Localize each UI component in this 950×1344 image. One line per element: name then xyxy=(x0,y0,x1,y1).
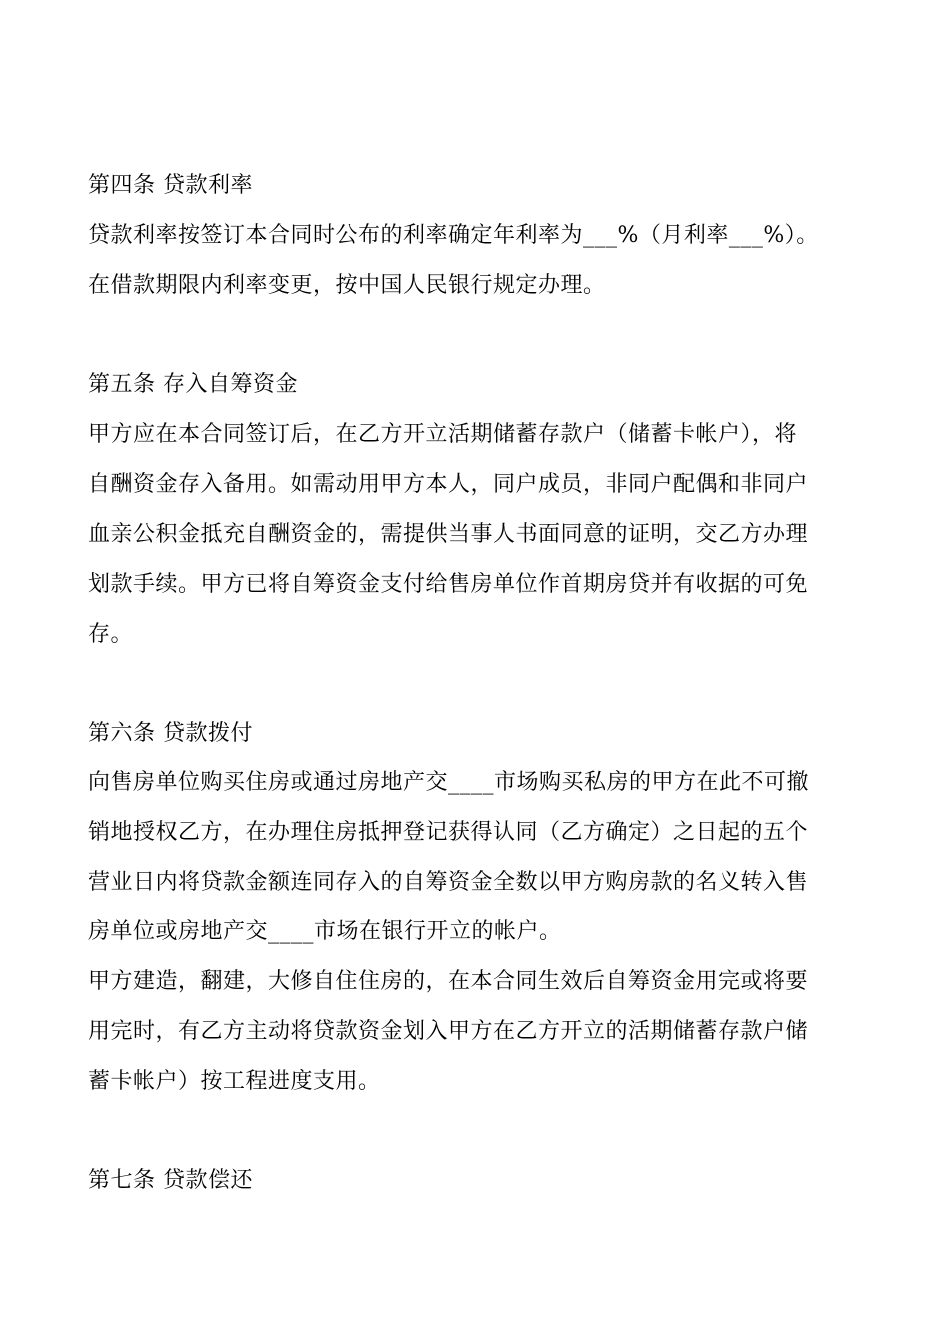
article-6-line-4: 房单位或房地产交____市场在银行开立的帐户。 xyxy=(88,919,562,944)
article-6-line-7: 蓄卡帐户）按工程进度支用。 xyxy=(88,1069,381,1094)
article-7-heading: 第七条 贷款偿还 xyxy=(88,1168,253,1193)
article-4-line-2: 在借款期限内利率变更，按中国人民银行规定办理。 xyxy=(88,273,606,298)
article-4-heading: 第四条 贷款利率 xyxy=(88,173,253,198)
article-6-line-1: 向售房单位购买住房或通过房地产交____市场购买私房的甲方在此不可撤 xyxy=(88,770,810,795)
article-5-line-1: 甲方应在本合同签订后，在乙方开立活期储蓄存款户（储蓄卡帐户），将 xyxy=(88,422,798,447)
article-5-line-5: 存。 xyxy=(88,622,134,647)
article-5-line-2: 自酬资金存入备用。如需动用甲方本人，同户成员，非同户配偶和非同户 xyxy=(88,472,809,497)
article-6-line-3: 营业日内将贷款金额连同存入的自筹资金全数以甲方购房款的名义转入售 xyxy=(88,870,809,895)
article-6-heading: 第六条 贷款拨付 xyxy=(88,721,253,746)
article-4-line-1: 贷款利率按签订本合同时公布的利率确定年利率为___%（月利率___%）。 xyxy=(88,223,819,248)
article-5-line-3: 血亲公积金抵充自酬资金的，需提供当事人书面同意的证明，交乙方办理 xyxy=(88,522,809,547)
article-6-line-5: 甲方建造，翻建，大修自住住房的，在本合同生效后自筹资金用完或将要 xyxy=(88,969,809,994)
article-6-line-6: 用完时，有乙方主动将贷款资金划入甲方在乙方开立的活期储蓄存款户储 xyxy=(88,1019,809,1044)
article-5-line-4: 划款手续。甲方已将自筹资金支付给售房单位作首期房贷并有收据的可免 xyxy=(88,572,809,597)
article-6-line-2: 销地授权乙方，在办理住房抵押登记获得认同（乙方确定）之日起的五个 xyxy=(88,820,809,845)
article-5-heading: 第五条 存入自筹资金 xyxy=(88,372,298,397)
